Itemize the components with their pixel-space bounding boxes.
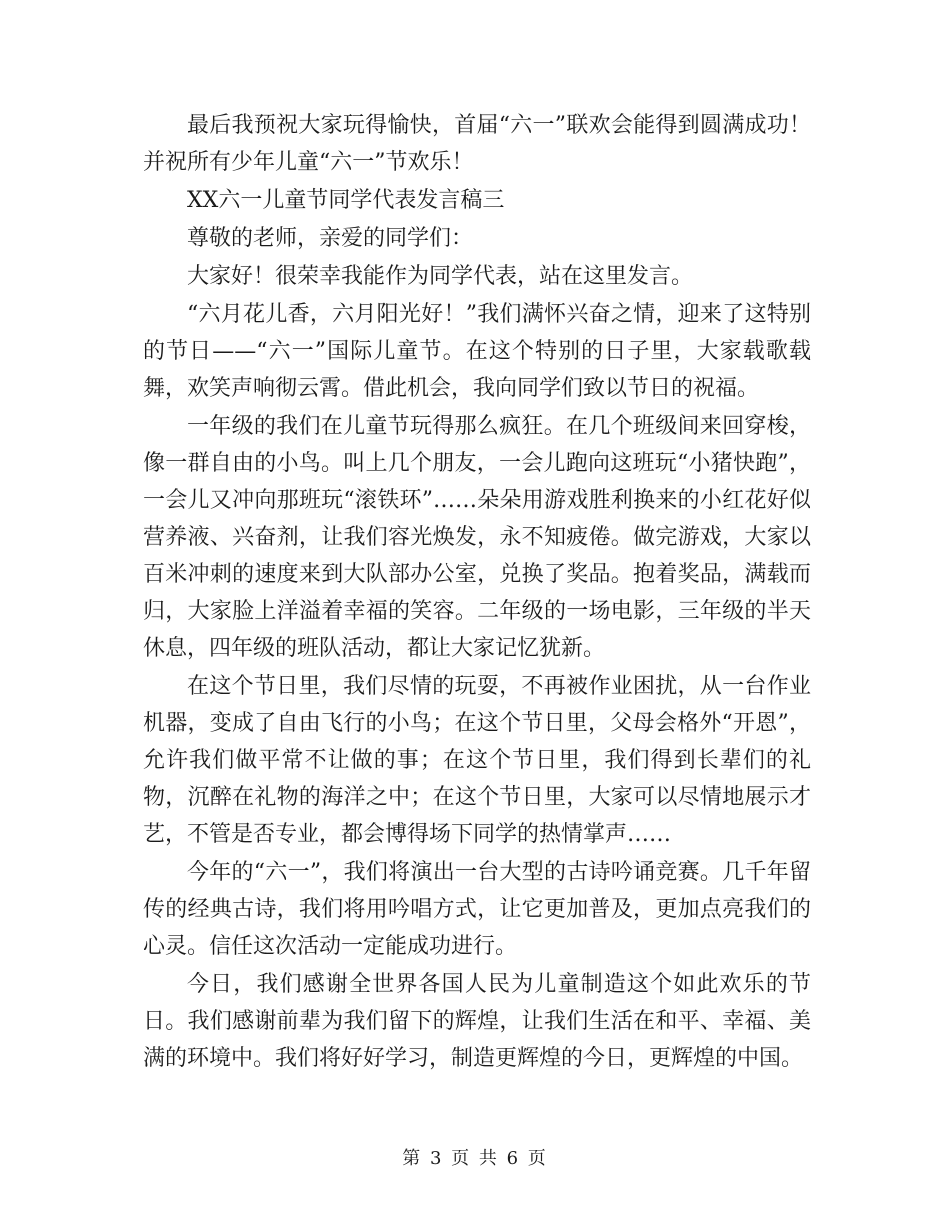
paragraph-first-grade-memories: 一年级的我们在儿童节玩得那么疯狂。在几个班级间来回穿梭，像一群自由的小鸟。叫上几个朋友，一会儿跑向这班玩“小猪快跑”，一会儿又冲向那班玩“滚铁环”……朵朵用游戏胜利换来的小红花好似营养液、兴奋剂，让我们容光焕发，永不知疲倦。做完游戏，大家以百米冲刺的速度来到大队部办公室，兑换了奖品。抱着奖品，满载而归，大家脸上洋溢着幸福的笑容。二年级的一场电影，三年级的半天休息，四年级的班队活动，都让大家记忆犹新。 — [143, 414, 811, 661]
paragraph-gratitude: 今日，我们感谢全世界各国人民为儿童制造这个如此欢乐的节日。我们感谢前辈为我们留下的辉煌，让我们生活在和平、幸福、美满的环境中。我们将好好学习，制造更辉煌的今日，更辉煌的中国。 — [143, 972, 811, 1071]
paragraph-greeting: 大家好！很荣幸我能作为同学代表，站在这里发言。 — [187, 264, 694, 289]
paragraph-festival-activities: 在这个节日里，我们尽情的玩耍，不再被作业困扰，从一台作业机器，变成了自由飞行的小鸟；在这个节日里，父母会格外“开恩”，允许我们做平常不让做的事；在这个节日里，我们得到长辈们的礼物，沉醉在礼物的海洋之中；在这个节日里，大家可以尽情地展示才艺，不管是否专业，都会博得场下同学的热情掌声…… — [143, 674, 811, 847]
paragraph-poetry-contest: 今年的“六一”，我们将演出一台大型的古诗吟诵竞赛。几千年留传的经典古诗，我们将用吟唱方式，让它更加普及，更加点亮我们的心灵。信任这次活动一定能成功进行。 — [143, 860, 811, 959]
document-body — [143, 107, 811, 1077]
page-footer: 第 3 页 共 6 页 — [402, 1148, 548, 1169]
paragraph-festival-intro: “六月花儿香，六月阳光好！”我们满怀兴奋之情，迎来了这特别的节日——“六一”国际儿童节。在这个特别的日子里，大家载歌载舞，欢笑声响彻云霄。借此机会，我向同学们致以节日的祝福。 — [143, 302, 811, 401]
section-heading: XX六一儿童节同学代表发言稿三 — [187, 188, 505, 213]
salutation: 尊敬的老师，亲爱的同学们： — [187, 226, 474, 251]
paragraph-closing-wishes: 最后我预祝大家玩得愉快，首届“六一”联欢会能得到圆满成功！并祝所有少年儿童“六一”节欢乐！ — [143, 113, 811, 175]
